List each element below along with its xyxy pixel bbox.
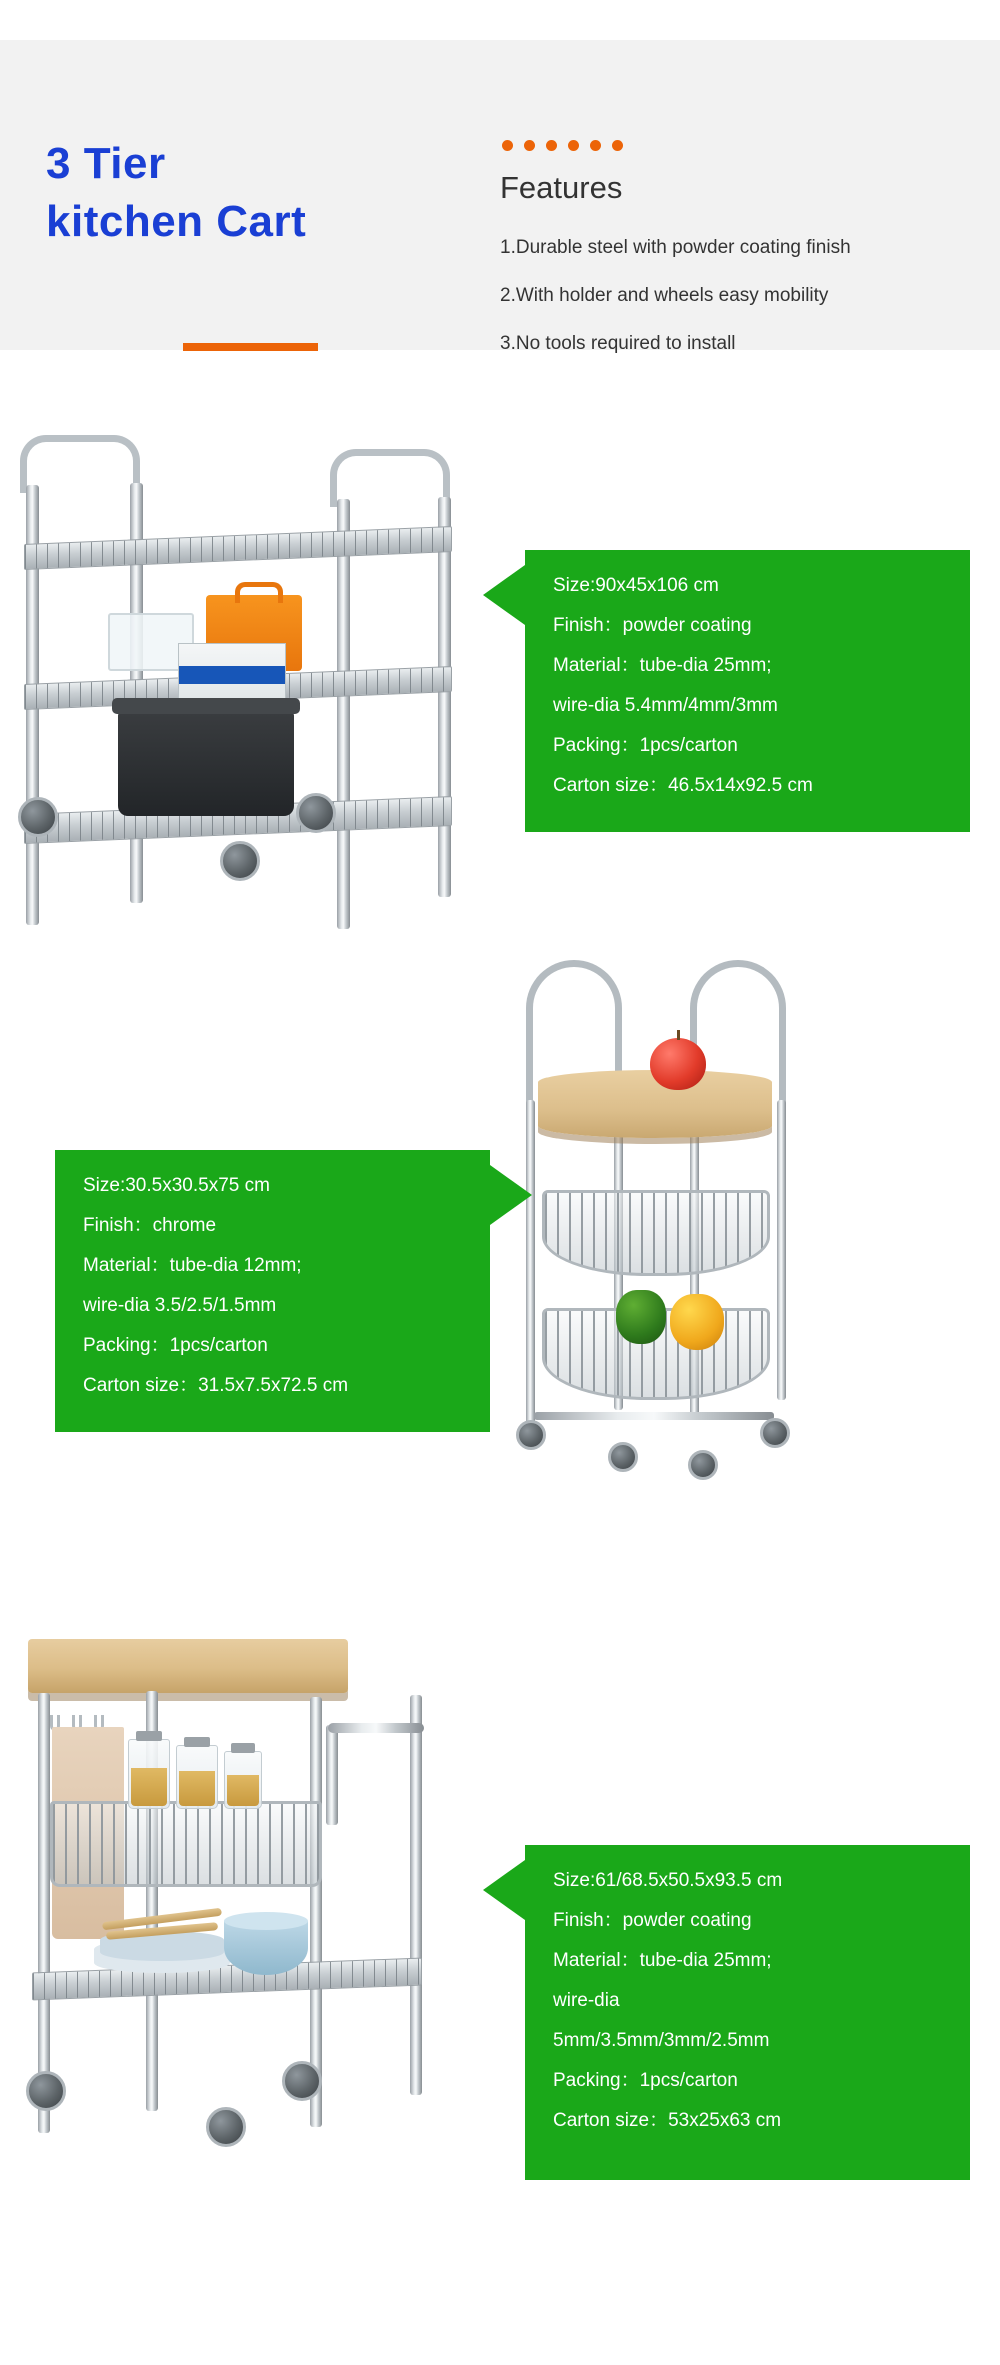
caster-wheel bbox=[688, 1450, 718, 1480]
spec-line: Carton size：46.5x14x92.5 cm bbox=[553, 775, 813, 796]
cart-post bbox=[337, 499, 350, 929]
spec-line: Carton size：53x25x63 cm bbox=[553, 2110, 782, 2131]
spec-callout-kitchen-cart bbox=[525, 1845, 970, 2180]
spec-line: Carton size：31.5x7.5x72.5 cm bbox=[83, 1375, 349, 1396]
spec-line: Packing：1pcs/carton bbox=[553, 2070, 738, 2091]
spec-line: Material：tube-dia 12mm; bbox=[83, 1255, 302, 1276]
title-underline-rule bbox=[183, 343, 318, 351]
spec-line: wire-dia 5.4mm/4mm/3mm bbox=[553, 695, 778, 716]
dot-icon bbox=[524, 140, 535, 151]
dot-icon bbox=[502, 140, 513, 151]
spec-line: Finish：powder coating bbox=[553, 1910, 752, 1931]
yellow-pepper-prop bbox=[670, 1294, 724, 1350]
spec-line: Finish：powder coating bbox=[553, 615, 752, 636]
dot-icon bbox=[546, 140, 557, 151]
cart-post bbox=[410, 1695, 422, 2095]
spec-line: wire-dia bbox=[553, 1990, 620, 2011]
spice-jar bbox=[176, 1745, 218, 1809]
spec-line: wire-dia 3.5/2.5/1.5mm bbox=[83, 1295, 277, 1316]
callout-arrow bbox=[483, 565, 525, 625]
cart-shelf-top bbox=[24, 526, 452, 570]
callout-arrow bbox=[483, 1860, 525, 1920]
feature-item: 3.No tools required to install bbox=[500, 333, 736, 354]
cart-post bbox=[38, 1693, 50, 2133]
caster-wheel bbox=[608, 1442, 638, 1472]
towel-bar bbox=[328, 1723, 424, 1733]
feature-item: 2.With holder and wheels easy mobility bbox=[500, 285, 829, 306]
spec-line: Size:30.5x30.5x75 cm bbox=[83, 1175, 270, 1196]
apple-prop bbox=[650, 1038, 706, 1090]
spec-line: Packing：1pcs/carton bbox=[553, 735, 738, 756]
spec-line: Material：tube-dia 25mm; bbox=[553, 1950, 772, 1971]
feature-item: 1.Durable steel with powder coating finish bbox=[500, 237, 851, 258]
cart-post bbox=[310, 1697, 322, 2127]
cart-post bbox=[526, 1100, 535, 1430]
dot-decoration bbox=[502, 140, 623, 151]
spice-jar bbox=[224, 1751, 262, 1809]
wire-basket-middle bbox=[50, 1801, 322, 1887]
side-handle-post bbox=[326, 1725, 338, 1825]
caster-wheel bbox=[516, 1420, 546, 1450]
dot-icon bbox=[568, 140, 579, 151]
spec-line: Material：tube-dia 25mm; bbox=[553, 655, 772, 676]
spec-callout-round-basket-cart bbox=[55, 1150, 490, 1432]
dot-icon bbox=[590, 140, 601, 151]
caster-wheel bbox=[26, 2071, 66, 2111]
product-image-utility-cart bbox=[10, 435, 480, 995]
shelf-wire-grid bbox=[25, 527, 451, 569]
spec-line: Size:61/68.5x50.5x93.5 cm bbox=[553, 1870, 783, 1891]
caster-wheel bbox=[220, 841, 260, 881]
caster-wheel bbox=[760, 1418, 790, 1448]
caster-wheel bbox=[282, 2061, 322, 2101]
callout-arrow bbox=[490, 1165, 532, 1225]
caster-wheel bbox=[206, 2107, 246, 2147]
product-image-round-basket-cart bbox=[520, 960, 840, 1500]
wire-basket-middle bbox=[542, 1190, 770, 1276]
features-heading: Features bbox=[500, 170, 623, 205]
spec-line: Finish：chrome bbox=[83, 1215, 217, 1236]
cart-post bbox=[438, 497, 451, 897]
page-title: 3 Tier kitchen Cart bbox=[46, 139, 307, 247]
blue-label-box bbox=[178, 643, 286, 699]
product-image-kitchen-cart bbox=[10, 1615, 480, 2235]
dot-icon bbox=[612, 140, 623, 151]
spec-line: Size:90x45x106 cm bbox=[553, 575, 719, 596]
spice-jar bbox=[128, 1739, 170, 1809]
wooden-butcher-top bbox=[28, 1639, 348, 1693]
cart-post bbox=[777, 1100, 786, 1400]
green-pepper-prop bbox=[616, 1290, 666, 1344]
caster-wheel bbox=[18, 797, 58, 837]
cart-handle bbox=[20, 435, 140, 493]
caster-wheel bbox=[296, 793, 336, 833]
header-banner bbox=[0, 40, 1000, 354]
bowl-prop bbox=[224, 1921, 308, 1975]
spec-line: Packing：1pcs/carton bbox=[83, 1335, 268, 1356]
cart-base-bar bbox=[534, 1412, 774, 1420]
spec-callout-utility-cart bbox=[525, 550, 970, 832]
spec-line: 5mm/3.5mm/3mm/2.5mm bbox=[553, 2030, 770, 2051]
black-storage-bin bbox=[118, 710, 294, 816]
